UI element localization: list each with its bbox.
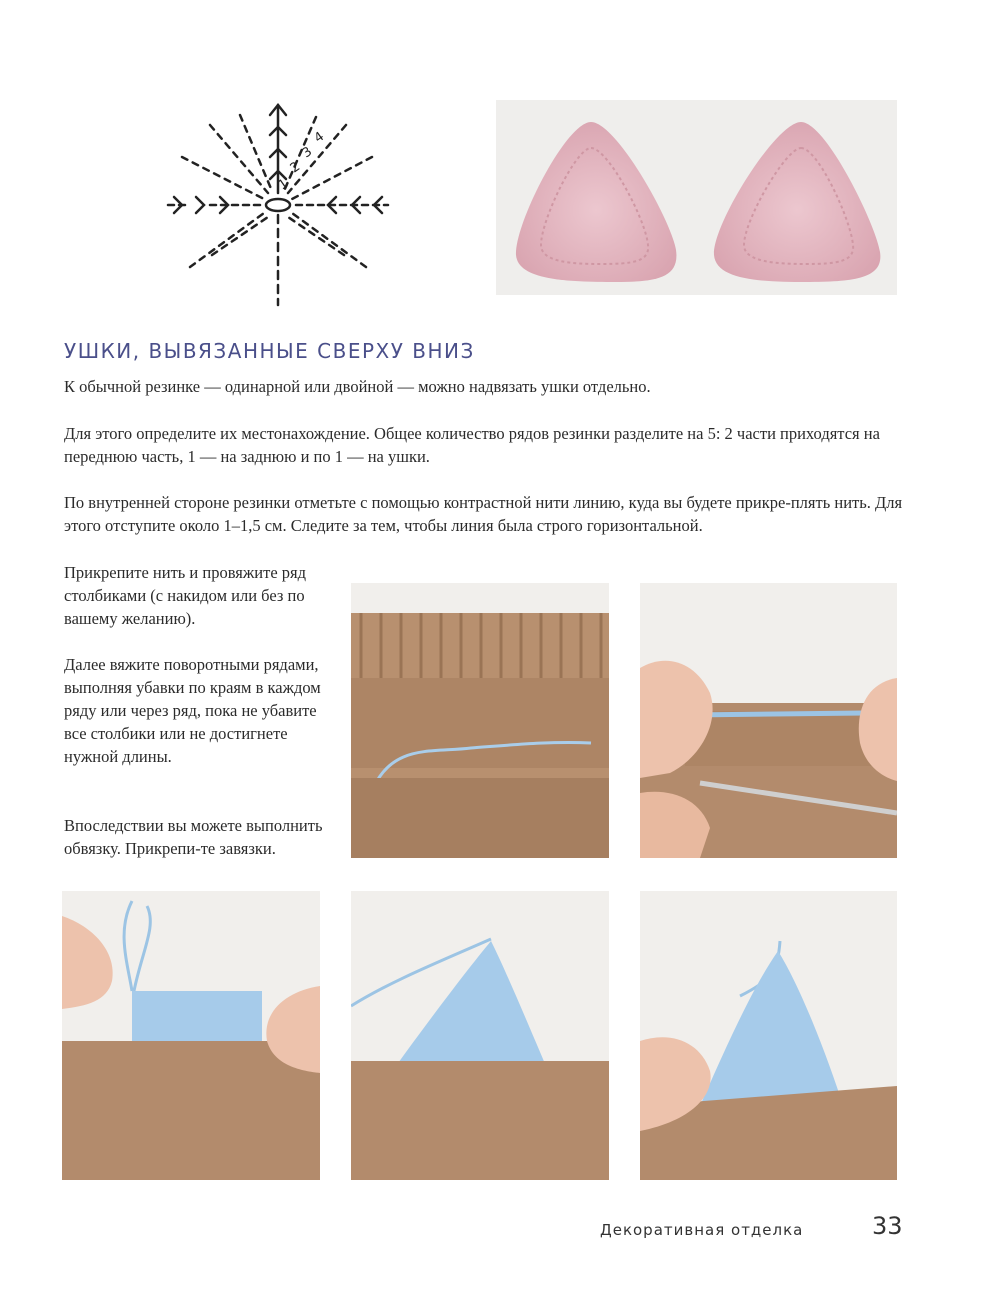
photo-pink-ears: [496, 100, 897, 295]
diagram-row-label: 1: [275, 176, 292, 194]
crochet-diagram: [160, 95, 395, 310]
side-text-decrease: Далее вяжите поворотными рядами, выполняя убавки по краям в каждом ряду или через ряд, пока не убавите все столбики или не достигнете нужной длины.: [64, 655, 321, 766]
section-title: УШКИ, ВЫВЯЗАННЫЕ СВЕРХУ ВНИЗ: [64, 338, 475, 363]
diagram-row-label: 4: [311, 129, 328, 147]
photo-crocheting-line: [640, 583, 897, 858]
photo-blue-start: [62, 891, 320, 1180]
paragraph-marking: По внутренней стороне резинки отметьте с помощью контрастной нити линию, куда вы будете прикре-плять нить. Для этого отступите около 1–1,5 см. Следите за тем, чтобы линия была строго горизонтальной.: [64, 493, 903, 535]
side-text-attach: Прикрепите нить и провяжите ряд столбиками (с накидом или без по вашему желанию).: [64, 563, 306, 628]
photo-marking-line: [351, 583, 609, 858]
side-text-finish: Впоследствии вы можете выполнить обвязку. Прикрепи-те завязки.: [64, 816, 323, 858]
paragraph-location: Для этого определите их местонахождение. Общее количество рядов резинки разделите на 5: 2 части приходятся на переднюю часть, 1 — на заднюю и по 1 — на ушки.: [64, 424, 880, 466]
footer-section-label: Декоративная отделка: [600, 1221, 804, 1239]
diagram-row-label: 3: [299, 144, 316, 162]
magic-ring-symbol: [266, 199, 290, 211]
diagram-row-label: 2: [287, 159, 304, 177]
paragraph-intro: К обычной резинке — одинарной или двойной — можно надвязать ушки отдельно.: [64, 377, 651, 396]
photo-blue-triangle: [351, 891, 609, 1180]
photo-blue-triangle-hand: [640, 891, 897, 1180]
page-number: 33: [872, 1212, 903, 1240]
